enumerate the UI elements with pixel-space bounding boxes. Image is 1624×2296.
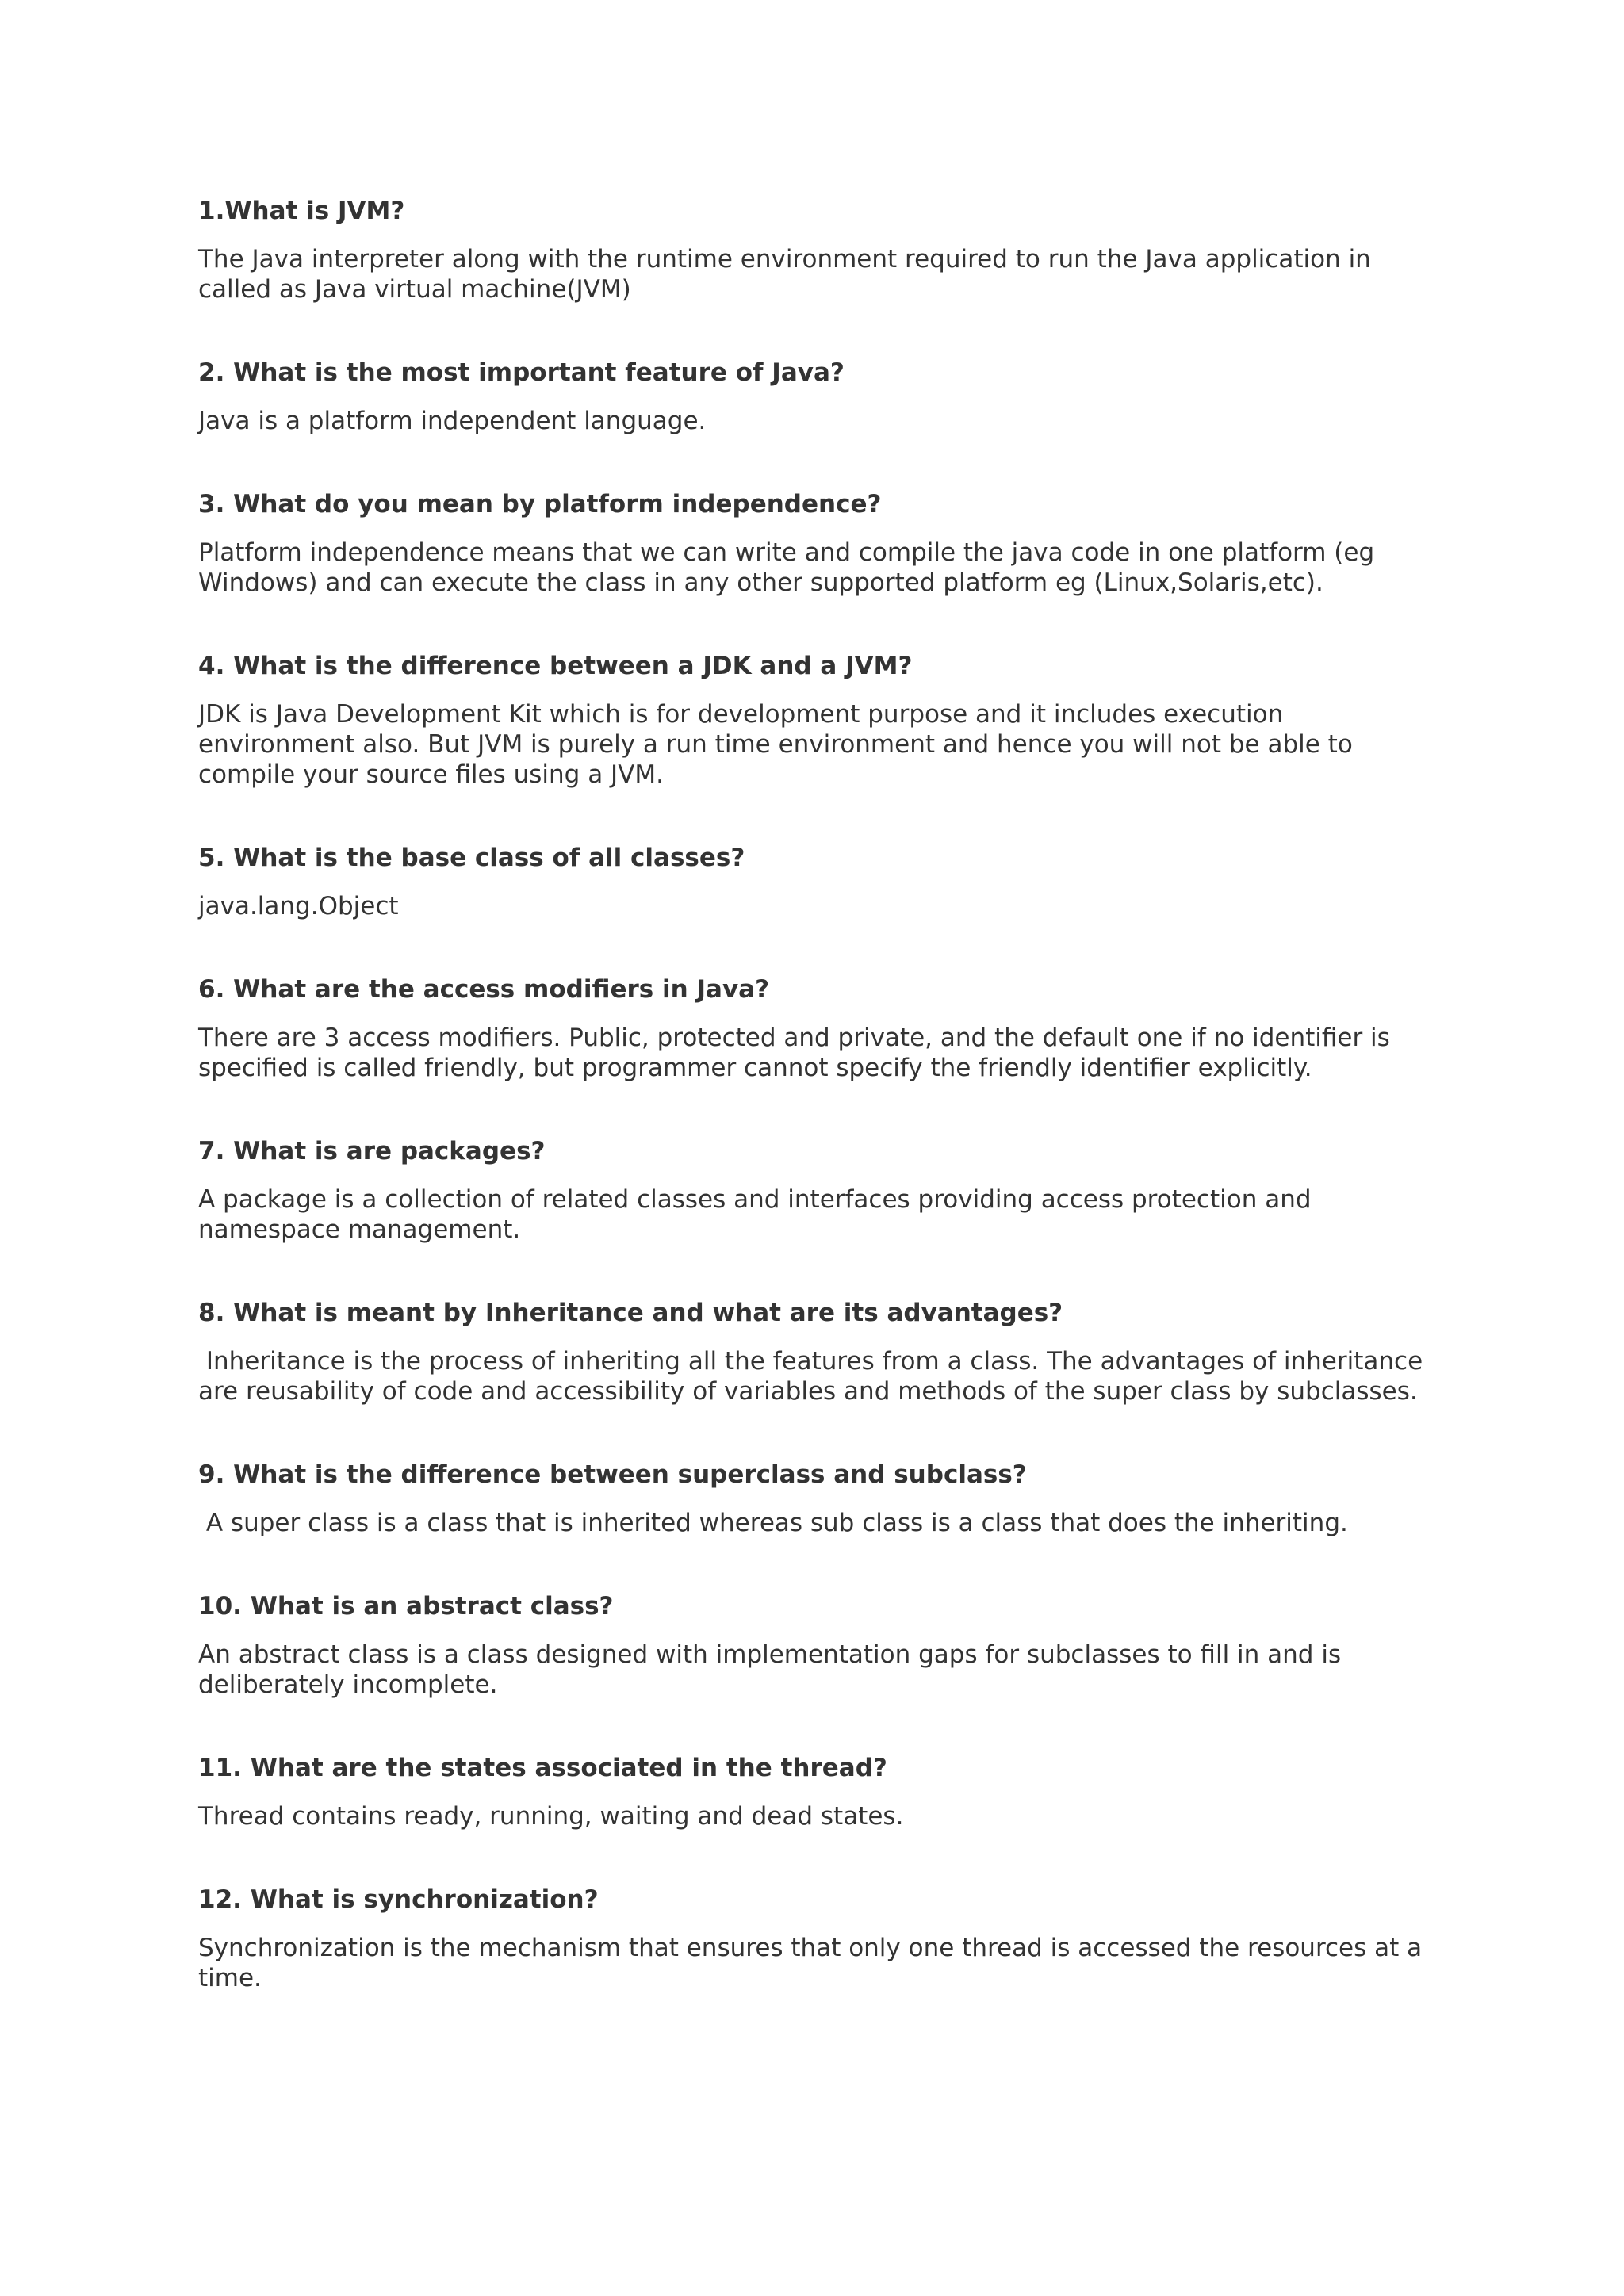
answer-10 <box>198 1640 1451 1700</box>
divider-space <box>198 598 1451 650</box>
answer-1 <box>198 244 1451 304</box>
answer-8-line-1: Inheritance is the process of inheriting all the features from a class. The advantages of inheritance <box>198 1347 1423 1376</box>
question-11: 11. What are the states associated in the thread? <box>198 1754 887 1782</box>
divider-space <box>198 1083 1451 1135</box>
divider-space <box>198 304 1451 357</box>
divider-space <box>198 1538 1451 1590</box>
question-3: 3. What do you mean by platform independence? <box>198 490 882 519</box>
answer-9-line-1: A super class is a class that is inherited whereas sub class is a class that does the inheriting. <box>198 1509 1348 1537</box>
answer-10-line-2: deliberately incomplete. <box>198 1670 498 1699</box>
answer-11-line-1: Thread contains ready, running, waiting and dead states. <box>198 1802 904 1831</box>
answer-12 <box>198 1933 1451 1993</box>
divider-space <box>198 790 1451 842</box>
divider-space <box>198 921 1451 974</box>
question-5: 5. What is the base class of all classes? <box>198 844 745 872</box>
qa-list <box>198 195 1451 1993</box>
question-9: 9. What is the difference between superclass and subclass? <box>198 1460 1027 1489</box>
answer-1-line-2: called as Java virtual machine(JVM) <box>198 275 631 304</box>
answer-4-line-2: environment also. But JVM is purely a run time environment and hence you will not be able to <box>198 730 1353 759</box>
divider-space <box>198 1700 1451 1752</box>
qa-item-8 <box>198 1297 1451 1406</box>
qa-item-2 <box>198 357 1451 436</box>
answer-4-line-1: JDK is Java Development Kit which is for development purpose and it includes execution <box>198 700 1284 729</box>
qa-item-9 <box>198 1459 1451 1538</box>
question-4: 4. What is the difference between a JDK and a JVM? <box>198 652 913 680</box>
divider-space <box>198 1245 1451 1297</box>
answer-12-line-1: Synchronization is the mechanism that ensures that only one thread is accessed the resources at a <box>198 1934 1423 1962</box>
answer-7 <box>198 1184 1451 1245</box>
question-6: 6. What are the access modifiers in Java? <box>198 975 770 1004</box>
divider-space <box>198 1831 1451 1884</box>
question-7: 7. What is are packages? <box>198 1137 546 1165</box>
question-8: 8. What is meant by Inheritance and what are its advantages? <box>198 1299 1063 1327</box>
answer-12-line-2: time. <box>198 1964 262 1992</box>
qa-item-6 <box>198 974 1451 1083</box>
qa-item-3 <box>198 488 1451 598</box>
question-12: 12. What is synchronization? <box>198 1885 599 1914</box>
divider-space <box>198 436 1451 488</box>
answer-4-line-3: compile your source files using a JVM. <box>198 760 665 789</box>
answer-4 <box>198 699 1451 790</box>
qa-item-10 <box>198 1590 1451 1700</box>
question-10: 10. What is an abstract class? <box>198 1592 614 1621</box>
answer-10-line-1: An abstract class is a class designed with implementation gaps for subclasses to fill in and is <box>198 1640 1342 1669</box>
answer-3 <box>198 538 1451 598</box>
qa-item-12 <box>198 1884 1451 1993</box>
answer-6-line-2: specified is called friendly, but programmer cannot specify the friendly identifier explicitly. <box>198 1054 1312 1082</box>
answer-2-line-1: Java is a platform independent language. <box>198 407 707 435</box>
answer-1-line-1: The Java interpreter along with the runtime environment required to run the Java application in <box>198 245 1371 274</box>
answer-6 <box>198 1023 1451 1083</box>
answer-5 <box>198 891 1451 921</box>
answer-3-line-2: Windows) and can execute the class in any other supported platform eg (Linux,Solaris,etc). <box>198 568 1323 597</box>
answer-2 <box>198 406 1451 436</box>
answer-11 <box>198 1801 1451 1831</box>
qa-item-5 <box>198 842 1451 921</box>
answer-7-line-1: A package is a collection of related classes and interfaces providing access protection and <box>198 1185 1312 1214</box>
answer-7-line-2: namespace management. <box>198 1215 521 1244</box>
question-1: 1.What is JVM? <box>198 197 405 225</box>
divider-space <box>198 1406 1451 1459</box>
qa-item-11 <box>198 1752 1451 1831</box>
answer-6-line-1: There are 3 access modifiers. Public, protected and private, and the default one if no identifier is <box>198 1024 1390 1052</box>
qa-item-1 <box>198 195 1451 304</box>
answer-8-line-2: are reusability of code and accessibility of variables and methods of the super class by subclasses. <box>198 1377 1418 1406</box>
answer-3-line-1: Platform independence means that we can write and compile the java code in one platform (eg <box>198 538 1375 567</box>
qa-item-7 <box>198 1135 1451 1245</box>
qa-item-4 <box>198 650 1451 790</box>
answer-9 <box>198 1508 1451 1538</box>
answer-5-line-1: java.lang.Object <box>198 892 399 920</box>
answer-8 <box>198 1346 1451 1406</box>
question-2: 2. What is the most important feature of Java? <box>198 358 845 387</box>
